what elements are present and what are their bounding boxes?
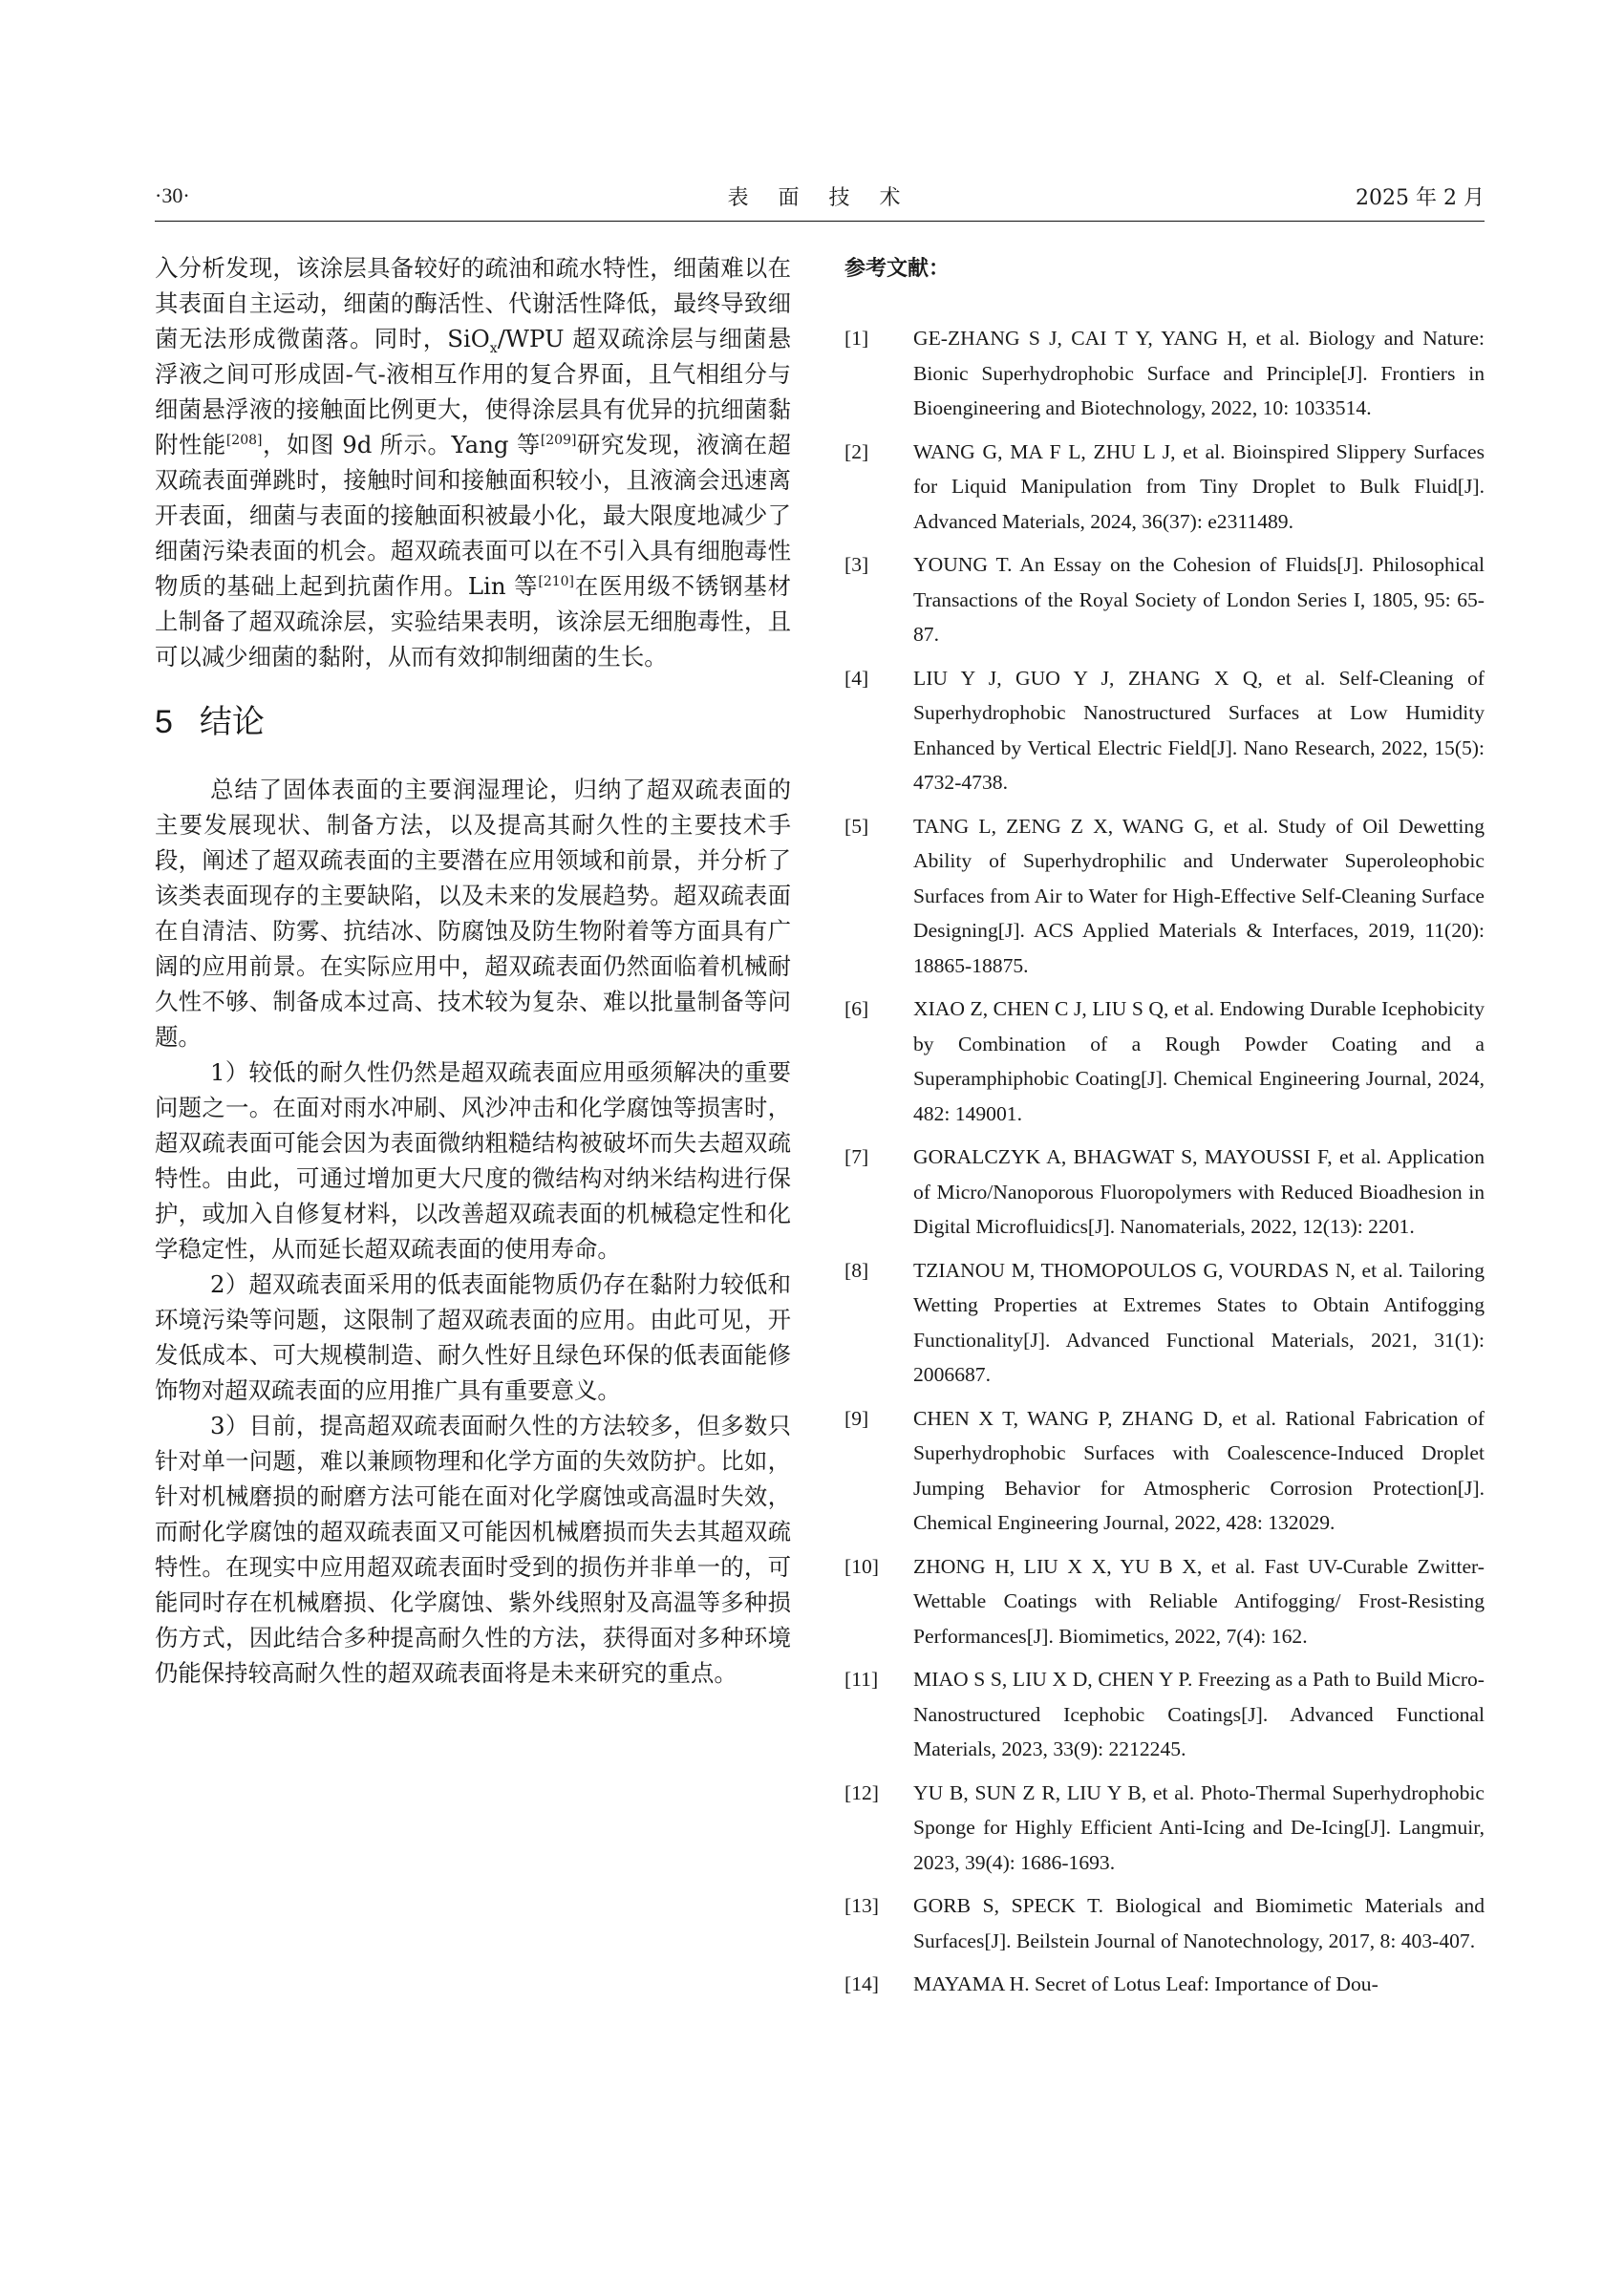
reference-item — [844, 661, 1485, 800]
conclusion-point-1: 1）较低的耐久性仍然是超双疏表面应用亟须解决的重要问题之一。在面对雨水冲刷、风沙冲击和化学腐蚀等损害时，超双疏表面可能会因为表面微纳粗糙结构被破坏而失去超双疏特性。由此，可通过增加更大尺度的微结构对纳米结构进行保护，或加入自修复材料，以改善超双疏表面的机械稳定性和化学稳定性，从而延长超双疏表面的使用寿命。 — [155, 1058, 791, 1263]
reference-text: MIAO S S, LIU X D, CHEN Y P. Freezing as a Path to Build Micro-Nanostructured Icephobic Coatings[J]. Advanced Functional Materials, 2023, 33(9): 2212245. — [913, 1668, 1485, 1760]
reference-number: [13] — [844, 1894, 879, 1917]
left-column — [155, 250, 791, 1691]
issue-date: 2025 年 2 月 — [1356, 186, 1485, 210]
reference-text: GORALCZYK A, BHAGWAT S, MAYOUSSI F, et al. Application of Micro/Nanoporous Fluoropolymers with Reduced Bioadhesion in Digital Microfluidics[J]. Nanomaterials, 2022, 12(13): 2201. — [913, 1145, 1485, 1238]
reference-text: XIAO Z, CHEN C J, LIU S Q, et al. Endowing Durable Icephobicity by Combination of a Rough Powder Coating and a Superamphiphobic Coating[J]. Chemical Engineering Journal, 2024, 482: 149001. — [913, 997, 1485, 1125]
reference-item — [844, 809, 1485, 984]
reference-number: [10] — [844, 1554, 879, 1578]
reference-number: [6] — [844, 997, 869, 1020]
reference-item — [844, 547, 1485, 652]
conclusion-point-2: 2）超双疏表面采用的低表面能物质仍存在黏附力较低和环境污染等问题，这限制了超双疏表面的应用。由此可见，开发低成本、可大规模制造、耐久性好且绿色环保的低表面能修饰物对超双疏表面的应用推广具有重要意义。 — [155, 1270, 791, 1404]
journal-title: 表 面 技 术 — [727, 186, 912, 210]
reference-text: YU B, SUN Z R, LIU Y B, et al. Photo-Thermal Superhydrophobic Sponge for Highly Efficient Anti-Icing and De-Icing[J]. Langmuir, 2023, 39(4): 1686-1693. — [913, 1780, 1485, 1874]
reference-text: MAYAMA H. Secret of Lotus Leaf: Importance of Dou- — [913, 1972, 1378, 1995]
reference-number: [7] — [844, 1145, 869, 1168]
reference-number: [4] — [844, 666, 869, 690]
reference-item — [844, 1662, 1485, 1767]
reference-text: GORB S, SPECK T. Biological and Biomimetic Materials and Surfaces[J]. Beilstein Journal of Nanotechnology, 2017, 8: 403-407. — [913, 1894, 1485, 1952]
reference-number: [12] — [844, 1780, 879, 1804]
reference-text: GE-ZHANG S J, CAI T Y, YANG H, et al. Biology and Nature: Bionic Superhydrophobic Surface and Principle[J]. Frontiers in Bioengineering and Biotechnology, 2022, 10: 1033514. — [913, 327, 1485, 419]
reference-number: [2] — [844, 439, 869, 463]
conclusion-point-3: 3）目前，提高超双疏表面耐久性的方法较多，但多数只针对单一问题，难以兼顾物理和化学方面的失效防护。比如，针对机械磨损的耐磨方法可能在面对化学腐蚀或高温时失效，而耐化学腐蚀的超双疏表面又可能因机械磨损而失去其超双疏特性。在现实中应用超双疏表面时受到的损伤并非单一的，可能同时存在机械磨损、化学腐蚀、紫外线照射及高温等多种损伤方式，因此结合多种提高耐久性的方法，获得面对多种环境仍能保持较高耐久性的超双疏表面将是未来研究的重点。 — [155, 1412, 791, 1687]
reference-number: [8] — [844, 1258, 869, 1282]
reference-text: YOUNG T. An Essay on the Cohesion of Fluids[J]. Philosophical Transactions of the Royal Society of London Series I, 1805, 95: 65-87. — [913, 553, 1485, 646]
reference-item — [844, 991, 1485, 1131]
section-number: 5 — [155, 704, 173, 740]
reference-text: CHEN X T, WANG P, ZHANG D, et al. Rational Fabrication of Superhydrophobic Surfaces with Coalescence-Induced Droplet Jumping Behavior for Atmospheric Corrosion Protection[J]. Chemical Engineering Journal, 2022, 428: 132029. — [913, 1406, 1485, 1534]
reference-item — [844, 1253, 1485, 1393]
reference-number: [3] — [844, 553, 869, 576]
reference-number: [14] — [844, 1972, 879, 1995]
reference-item — [844, 435, 1485, 540]
header-rule — [155, 221, 1485, 222]
reference-item — [844, 1967, 1485, 2002]
section-heading — [155, 699, 791, 745]
references-heading: 参考文献： — [844, 257, 951, 281]
reference-text: TANG L, ZENG Z X, WANG G, et al. Study of Oil Dewetting Ability of Superhydrophilic and Underwater Superoleophobic Surfaces from Air to Water for High-Effective Self-Cleaning Surface Designing[J]. ACS Applied Materials & Interfaces, 2019, 11(20): 18865-18875. — [913, 814, 1485, 977]
citation[interactable]: [208] — [225, 432, 263, 448]
section-title: 结论 — [199, 703, 265, 741]
page-header — [155, 178, 1485, 216]
reference-item — [844, 1140, 1485, 1245]
reference-text: ZHONG H, LIU X X, YU B X, et al. Fast UV-Curable Zwitter-Wettable Coatings with Reliable Antifogging/ Frost-Resisting Performances[J]. Biomimetics, 2022, 7(4): 162. — [913, 1554, 1485, 1648]
reference-item — [844, 1549, 1485, 1654]
reference-text: LIU Y J, GUO Y J, ZHANG X Q, et al. Self-Cleaning of Superhydrophobic Nanostructured Surfaces at Low Humidity Enhanced by Vertical Electric Field[J]. Nano Research, 2022, 15(5): 4732-4738. — [913, 666, 1485, 794]
body-paragraph: 总结了固体表面的主要润湿理论，归纳了超双疏表面的主要发展现状、制备方法，以及提高其耐久性的主要技术手段，阐述了超双疏表面的主要潜在应用领域和前景，并分析了该类表面现存的主要缺陷，以及未来的发展趋势。超双疏表面在自清洁、防雾、抗结冰、防腐蚀及防生物附着等方面具有广阔的应用前景。在实际应用中，超双疏表面仍然面临着机械耐久性不够、制备成本过高、技术较为复杂、难以批量制备等问题。 — [155, 776, 791, 1051]
references-column — [844, 250, 1485, 2011]
reference-text: TZIANOU M, THOMOPOULOS G, VOURDAS N, et al. Tailoring Wetting Properties at Extremes States to Obtain Antifogging Functionality[J]. Advanced Functional Materials, 2021, 31(1): 2006687. — [913, 1258, 1485, 1386]
reference-number: [5] — [844, 814, 869, 838]
reference-text: WANG G, MA F L, ZHU L J, et al. Bioinspired Slippery Surfaces for Liquid Manipulation from Tiny Droplet to Bulk Fluid[J]. Advanced Materials, 2024, 36(37): e2311489. — [913, 439, 1485, 533]
citation[interactable]: [210] — [538, 573, 575, 589]
reference-list — [844, 321, 1485, 2002]
reference-number: [11] — [844, 1668, 879, 1691]
reference-item — [844, 1776, 1485, 1881]
body-paragraph: 入分析发现，该涂层具备较好的疏油和疏水特性，细菌难以在其表面自主运动，细菌的酶活性、代谢活性降低，最终导致细菌无法形成微菌落。同时，SiO$_x$/WPU 超双疏涂层与细菌悬浮液之间可形成固-气-液相互作用的复合界面，且气相组分与细菌悬浮液的接触面比例更大，使得涂层具有优异的抗细菌黏附性能[208]，如图 9d 所示。Yang 等[209]研究发现，液滴在超双疏表面弹跳时，接触时间和接触面积较小，且液滴会迅速离开表面，细菌与表面的接触面积被最小化，最大限度地减少了细菌污染表面的机会。超双疏表面可以在不引入具有细胞毒性物质的基础上起到抗菌作用。Lin 等[210]在医用级不锈钢基材上制备了超双疏涂层，实验结果表明，该涂层无细胞毒性，且可以减少细菌的黏附，从而有效抑制细菌的生长。 — [155, 254, 791, 671]
citation[interactable]: [209] — [540, 432, 577, 448]
reference-number: [9] — [844, 1406, 869, 1430]
page-number: ·30· — [155, 183, 190, 207]
reference-item — [844, 321, 1485, 426]
reference-number: [1] — [844, 327, 869, 350]
reference-item — [844, 1401, 1485, 1541]
reference-item — [844, 1888, 1485, 1958]
